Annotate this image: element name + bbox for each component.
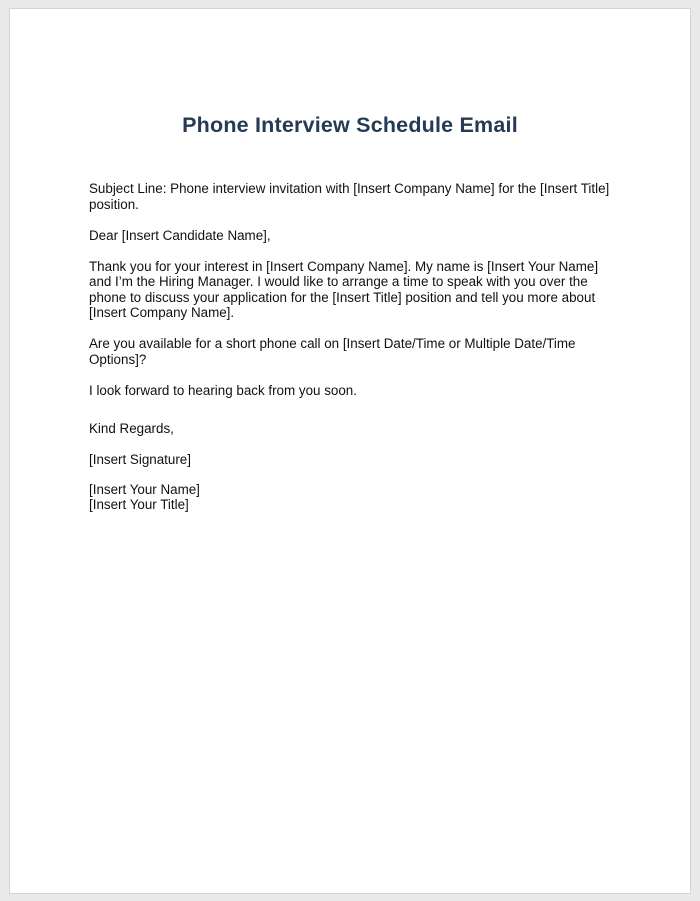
document-page xyxy=(10,9,690,893)
closing: Kind Regards, xyxy=(89,421,174,436)
paragraph-followup: I look forward to hearing back from you soon. xyxy=(89,382,357,398)
sender-name: [Insert Your Name] xyxy=(89,481,200,497)
document-title: Phone Interview Schedule Email xyxy=(182,113,518,137)
paragraph-intro: Thank you for your interest in [Insert Company Name]. My name is [Insert Your Name] and I’m the Hiring Manager. I would like to arrange a time to speak with you over the phone to discuss your application for the [Insert Title] position and tell you more about [Insert Company Name]. xyxy=(89,258,599,320)
sender-title: [Insert Your Title] xyxy=(89,497,189,512)
email-body xyxy=(89,181,614,513)
paragraph-availability: Are you available for a short phone call on [Insert Date/Time or Multiple Date/Time Options]? xyxy=(89,336,576,367)
greeting: Dear [Insert Candidate Name], xyxy=(89,227,271,243)
subject-line: Subject Line: Phone interview invitation with [Insert Company Name] for the [Insert Title] position. xyxy=(89,181,610,212)
signature: [Insert Signature] xyxy=(89,452,191,467)
